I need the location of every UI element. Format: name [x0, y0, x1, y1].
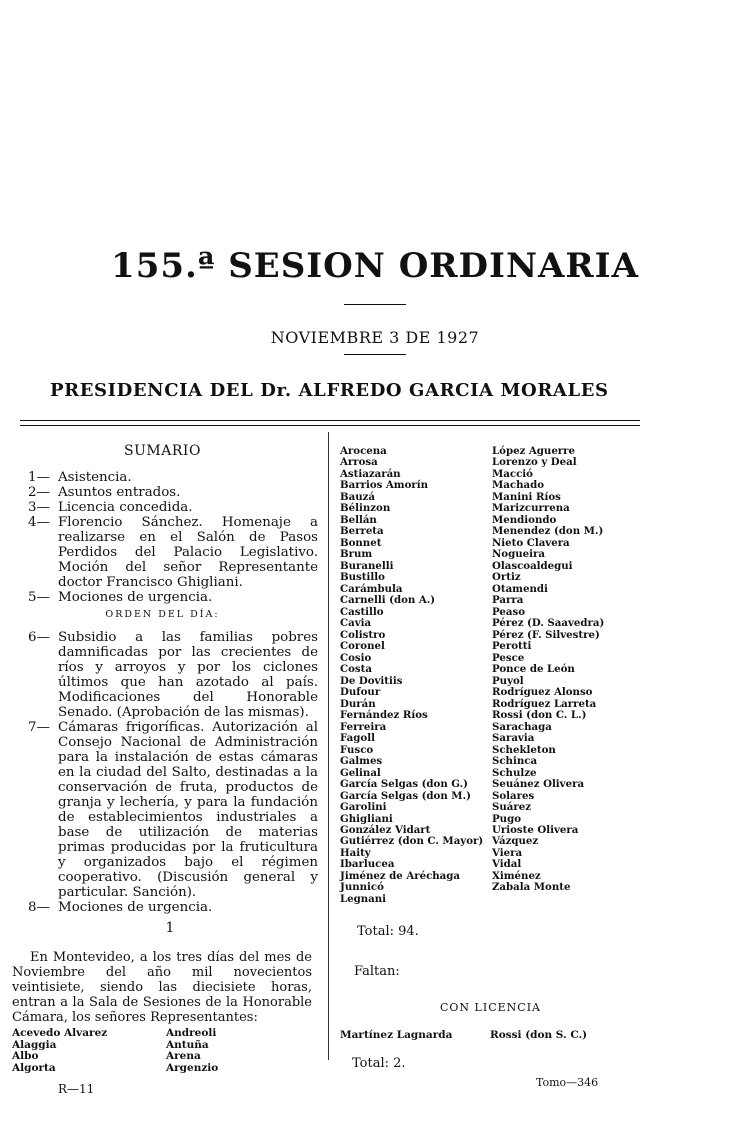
representative-name: Mendiondo [492, 513, 557, 526]
representative-name: Rossi (don C. L.) [492, 709, 587, 722]
representative-name: Arrosa [340, 456, 378, 469]
representative-name: Bonnet [340, 536, 382, 549]
item-number: 2— [28, 485, 50, 500]
representative-name: Ximénez [492, 869, 541, 882]
representative-name: Coronel [340, 640, 385, 653]
representative-name: Bauzá [340, 490, 376, 503]
representative-name: Machado [492, 479, 545, 492]
representative-name: Fernández Ríos [340, 709, 428, 722]
item-number: 8— [28, 900, 50, 915]
name-row [12, 1028, 322, 1040]
representative-name: Fusco [340, 743, 374, 756]
representative-name: Vázquez [492, 835, 539, 848]
representative-name: Castillo [340, 605, 384, 618]
representative-name: Durán [340, 697, 376, 710]
representative-name: Zabala Monte [492, 881, 571, 894]
representative-name: Haity [340, 846, 371, 859]
representative-name: Ghigliani [340, 812, 393, 825]
orden-title: ORDEN DEL DÍA: [105, 609, 220, 620]
representative-name: Arena [166, 1050, 201, 1062]
representative-name: Pérez (F. Silvestre) [492, 628, 600, 641]
representative-name: González Vidart [340, 823, 431, 836]
date-divider [344, 354, 406, 355]
item-text: Subsidio a las familias pobres damnificadas por las crecientes de ríos y arroyos y por los ciclones últimos que han azotado al país. Modificaciones del Honorable Senado. (Aprobación de las mismas). [58, 630, 318, 720]
representative-name: Buranelli [340, 559, 394, 572]
total-present: Total: 94. [357, 924, 419, 939]
representatives-col-2 [492, 446, 652, 894]
summary-items-row [28, 590, 318, 605]
representative-name: Carámbula [340, 582, 403, 595]
item-number: 6— [28, 630, 50, 645]
item-text: Mociones de urgencia. [58, 900, 213, 915]
bottom-name-list [12, 1028, 322, 1074]
orden-items-row [28, 900, 318, 915]
orden-list [28, 630, 318, 915]
representative-name: Lorenzo y Deal [492, 456, 577, 469]
representative-name: Viera [492, 846, 523, 859]
orden-items-row [28, 720, 318, 900]
representative-name: Brum [340, 548, 373, 561]
item-number: 5— [28, 590, 50, 605]
footer-signature: R—11 [58, 1082, 95, 1096]
representative-name: Antuña [166, 1038, 209, 1051]
item-number: 7— [28, 720, 50, 735]
representative-name: Bélinzon [340, 502, 391, 515]
representative-name: Algorta [12, 1061, 56, 1074]
item-text: Florencio Sánchez. Homenaje a realizarse en el Salón de Pasos Perdidos del Palacio Legislativo. Moción del señor Representante doctor Francisco Ghigliani. [58, 515, 318, 590]
title-divider [344, 304, 406, 305]
name-row [12, 1063, 322, 1075]
summary-items-row [28, 470, 318, 485]
representative-name: Puyol [492, 674, 524, 687]
representative-name: Barrios Amorín [340, 479, 429, 492]
item-number: 4— [28, 515, 50, 530]
item-text: Mociones de urgencia. [58, 590, 213, 605]
representative-name: Marizcurrena [492, 502, 570, 515]
representative-name: Otamendi [492, 582, 548, 595]
representative-name: Menendez (don M.) [492, 525, 604, 538]
representative-name: Gelinal [340, 766, 381, 779]
representative-name: Schinca [492, 755, 538, 768]
representative-name: Pugo [492, 812, 521, 825]
representative-name: Nogueira [492, 548, 545, 561]
representative-name: Carnelli (don A.) [340, 594, 436, 607]
representative-name: Legnani [340, 892, 387, 905]
representative-name: Argenzio [166, 1061, 219, 1074]
representative-name: Ferreira [340, 720, 387, 733]
name-row [12, 1051, 322, 1063]
orden-items-row [28, 630, 318, 720]
summary-list [28, 470, 318, 605]
representative-name: Macció [492, 467, 533, 480]
representative-name: Saravia [492, 732, 535, 745]
column-divider [328, 432, 329, 1060]
representative-name: Nieto Clavera [492, 536, 570, 549]
representative-name: Suárez [492, 801, 531, 814]
volume-number: Tomo—346 [536, 1076, 599, 1089]
leave-names [340, 1029, 640, 1041]
representative-name: Sarachaga [492, 720, 552, 733]
header-rule-2 [20, 425, 640, 426]
item-text: Asistencia. [58, 470, 132, 485]
item-text: Cámaras frigoríficas. Autorización al Consejo Nacional de Administración para la instalación de estas cámaras en la ciudad del Salto, destinadas a la conservación de fruta, productos de granja y lechería, y para la fundación de establecimientos industriales a base de utilización de materias primas producidas por la fruticultura y organizados bajo el régimen cooperativo. (Discusión general y particular. Sanción). [58, 720, 318, 900]
representative-name: Junnicó [340, 881, 384, 894]
representative-name: Schulze [492, 766, 537, 779]
representative-name: Arocena [340, 445, 387, 457]
representative-name: Urioste Olivera [492, 823, 579, 836]
representatives-col-1 [340, 446, 500, 905]
item-number: 1— [28, 470, 50, 485]
item-number: 3— [28, 500, 50, 515]
representative-name: Rodríguez Larreta [492, 697, 597, 710]
representative-name: Galmes [340, 755, 383, 768]
item-text: Licencia concedida. [58, 500, 193, 515]
session-date: NOVIEMBRE 3 DE 1927 [270, 328, 480, 347]
representative-name: Garolini [340, 801, 387, 814]
representative-name: Alaggia [12, 1038, 57, 1051]
representative-name: Ortiz [492, 571, 521, 584]
item-text: Asuntos entrados. [58, 485, 181, 500]
representative-name: Schekleton [492, 743, 556, 756]
representative-name: Andreoli [166, 1027, 217, 1039]
representative-name: Acevedo Alvarez [12, 1027, 108, 1039]
summary-items-row [28, 500, 318, 515]
summary-title: SUMARIO [124, 443, 201, 459]
representative-name: García Selgas (don M.) [340, 789, 471, 802]
representative-name: Colistro [340, 628, 386, 641]
leave-name: Rossi (don S. C.) [490, 1029, 588, 1041]
representative-name: Ponce de León [492, 663, 575, 676]
representative-name: Cosio [340, 651, 372, 664]
representative-name: Jiménez de Aréchaga [340, 869, 461, 882]
representative-name: Albo [12, 1050, 39, 1062]
presidency-line: PRESIDENCIA DEL Dr. ALFREDO GARCIA MORALES [50, 380, 609, 401]
representative-name: Cavia [340, 617, 372, 630]
representative-name: Bellán [340, 513, 377, 526]
representative-name: López Aguerre [492, 445, 576, 457]
total-leave: Total: 2. [352, 1056, 406, 1071]
representative-name: Berreta [340, 525, 384, 538]
representative-name: García Selgas (don G.) [340, 778, 468, 791]
session-title: 155.ª SESION ORDINARIA [111, 246, 639, 286]
opening-paragraph: En Montevideo, a los tres días del mes de Noviembre del año mil novecientos veintisiete, siendo las diecisiete horas, entran a la Sala de Sesiones de la Honorable Cámara, los señores Representantes: [12, 950, 312, 1025]
leave-name: Martínez Lagnarda [340, 1029, 453, 1041]
representative-name: De Dovitiis [340, 674, 403, 687]
representative-name: Pérez (D. Saavedra) [492, 617, 605, 630]
representative-name: Rodríguez Alonso [492, 686, 593, 699]
representative-name: Bustillo [340, 571, 385, 584]
representative-name: Costa [340, 663, 372, 676]
summary-items-row [28, 485, 318, 500]
summary-items-row [28, 515, 318, 590]
representative-name: Gutiérrez (don C. Mayor) [340, 835, 484, 848]
representative-name: Solares [492, 789, 535, 802]
representative-name: Fagoll [340, 732, 375, 745]
representative-name: Perotti [492, 640, 532, 653]
representative-name: Olascoaldegui [492, 559, 573, 572]
representative-name: Vidal [492, 858, 522, 871]
representative-name: Peaso [492, 605, 525, 618]
section-number: 1 [165, 920, 175, 936]
header-rule [20, 420, 640, 421]
representative-name: Pesce [492, 651, 525, 664]
representative-name: Astiazarán [340, 467, 401, 480]
representative-name: Seuánez Olivera [492, 778, 585, 791]
representative-name: Ibarlucea [340, 858, 395, 871]
with-leave-heading: CON LICENCIA [440, 1001, 541, 1014]
representative-name: Manini Ríos [492, 490, 561, 503]
representative-name: Dufour [340, 686, 381, 699]
absent-label: Faltan: [354, 964, 400, 979]
representative-name: Parra [492, 594, 524, 607]
